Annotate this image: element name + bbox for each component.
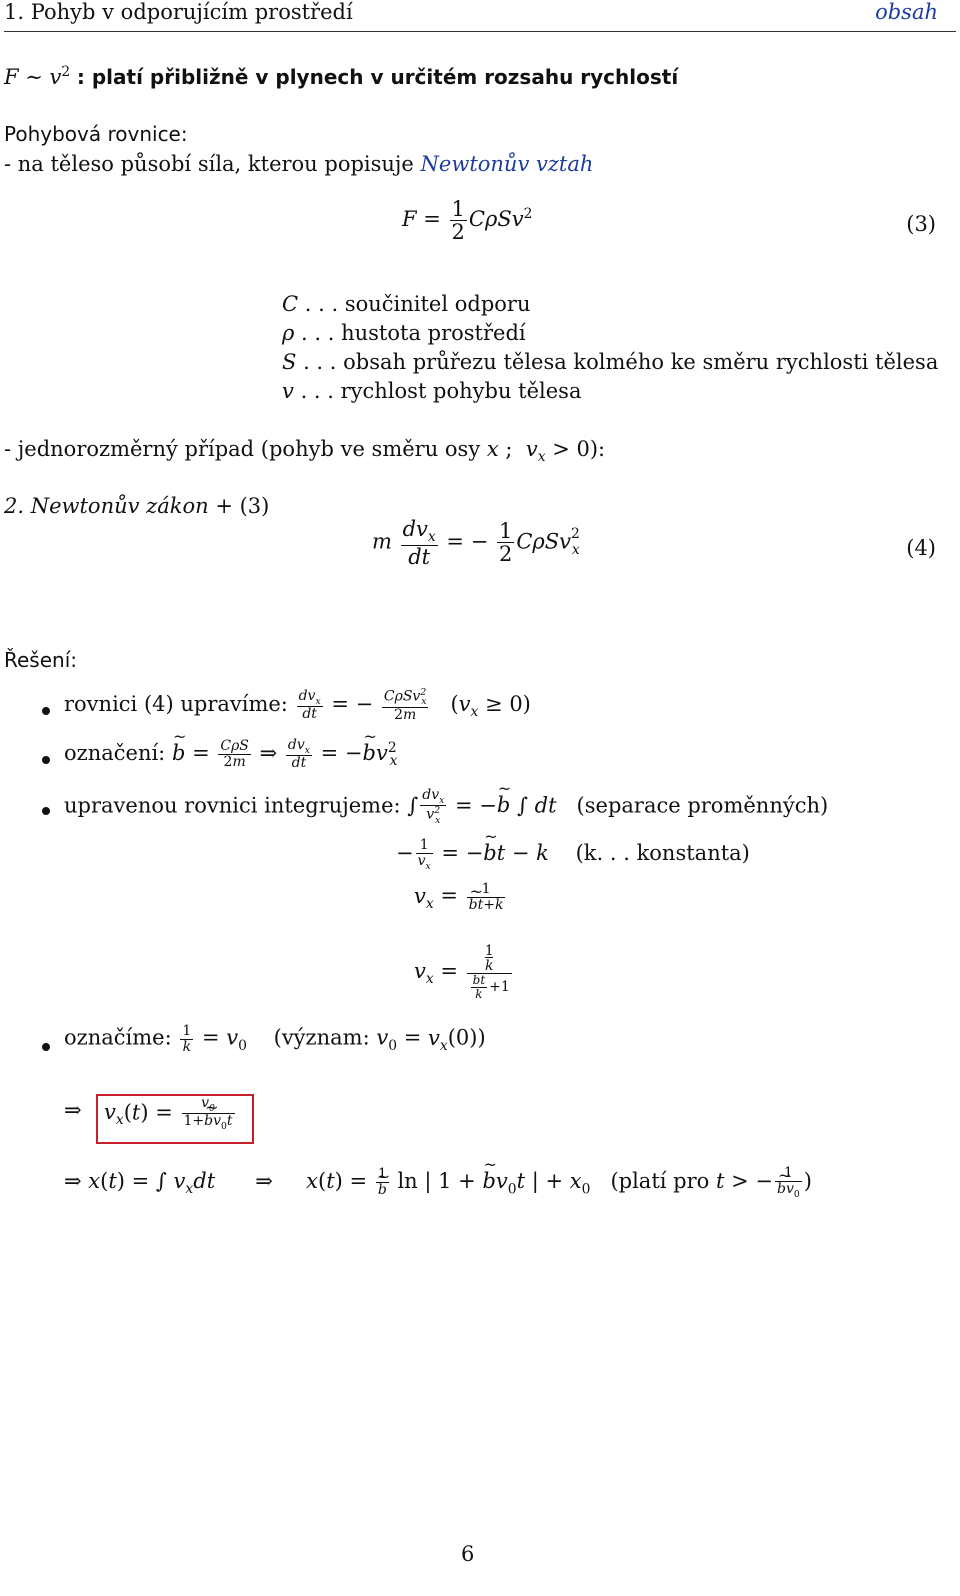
separation-note: (separace proměnných) [576, 793, 829, 818]
legend-item: S . . . obsah průřezu tělesa kolmého ke směru rychlosti tělesa [282, 350, 939, 374]
velocity-solution: $v_x(t)$ = $\frac{v_0}{1+\sim bv_0t}$ [104, 1096, 237, 1132]
integral-result: − $\frac{1}{v_x}$ = −~ bt − k (k. . . konstanta) [396, 838, 750, 871]
intro-line [4, 64, 678, 89]
bullet-3: upravenou rovnici integrujeme: ∫ $\frac{dv_x}{v^2_x}$ = −~ b ∫ dt (separace proměnných) [64, 788, 828, 826]
implies-arrow: ⇒ [64, 1098, 82, 1122]
eq3-label: (3) [906, 212, 936, 236]
bullet-1: rovnici (4) upravíme: $\frac{dv_x}{dt}$ = − $\frac{C\rho Sv^2_x}{2m}$ $(v_x \ge 0)$ [64, 687, 531, 724]
legend-item: v . . . rychlost pohybu tělesa [282, 379, 582, 403]
contents-link[interactable]: obsah [875, 0, 938, 24]
legend-item: C . . . součinitel odporu [282, 292, 531, 316]
bullet [42, 707, 50, 715]
law-exponent: 2 [61, 64, 71, 80]
meaning-note: (význam: [273, 1025, 370, 1050]
newton-line-text: - na těleso působí síla, kterou popisuje [4, 152, 421, 176]
bullet-4-text: označíme: [64, 1025, 172, 1050]
bullet [42, 756, 50, 764]
newton2-label: 2. Newtonův zákon [4, 494, 209, 518]
bullet-2-text: označení: [64, 741, 166, 766]
bullet [42, 807, 50, 815]
bullet-2: označení: ~ b = $\frac{\text{CρS}}{2m}$ ⇒ $\frac{dv_x}{dt}$ = −~ $bv^2_x$ [64, 738, 397, 771]
one-dim-text: - jednorozměrný případ (pohyb ve směru osy [4, 437, 481, 461]
legend-item: ρ . . . hustota prostředí [282, 321, 526, 345]
section-title: 1. Pohyb v odporujícím prostředí [4, 0, 353, 24]
bullet [42, 1043, 50, 1051]
newton-link[interactable]: Newtonův vztah [420, 152, 594, 176]
newton2-suffix: + (3) [208, 494, 270, 518]
position-solution: ⇒ x(t) = ∫ $v_xdt$ ⇒ x(t) = 1 ~ b ln | 1 + ~ $bv_0t$ | + $x_0$ (platí pro t > − 1 ~ $bv_0$ ) [64, 1166, 812, 1199]
header-rule [4, 31, 956, 32]
law-formula: F ∼ v [4, 65, 62, 89]
validity-note: (platí pro [610, 1169, 710, 1194]
newton-line [4, 152, 593, 176]
page-number: 6 [461, 1542, 475, 1566]
law-description: : platí přibližně v plynech v určitém rozsahu rychlostí [76, 65, 679, 89]
bullet-3-text: upravenou rovnici integrujeme: [64, 793, 401, 818]
bullet-4: označíme: $\frac{1}{k}$ = $v_0$ (význam: $v_0 = v_x(0)$) [64, 1023, 486, 1055]
constant-note: (k. . . konstanta) [575, 841, 750, 866]
bullet-1-text: rovnici (4) upravíme: [64, 691, 288, 716]
vx-result-1: $v_x$ = 1 ~ bt+k [414, 882, 507, 912]
equation-4: m $\frac{dv_x}{dt}$ = − $\frac{1}{2}$ CρSv$^2_x$ [372, 517, 580, 569]
eq4-label: (4) [906, 536, 936, 560]
solution-heading: Řešení: [4, 648, 77, 672]
one-dim-line: - jednorozměrný případ (pohyb ve směru osy x ; $v_x > 0$): [4, 437, 606, 466]
newton2-line [4, 494, 269, 518]
motion-heading: Pohybová rovnice: [4, 122, 188, 146]
equation-3: F = $\frac{1}{2}$ CρSv$^2$ [402, 197, 533, 245]
vx-result-2: $v_x$ = 1 k $\frac{bt}{k}$ +1 [414, 943, 510, 1001]
